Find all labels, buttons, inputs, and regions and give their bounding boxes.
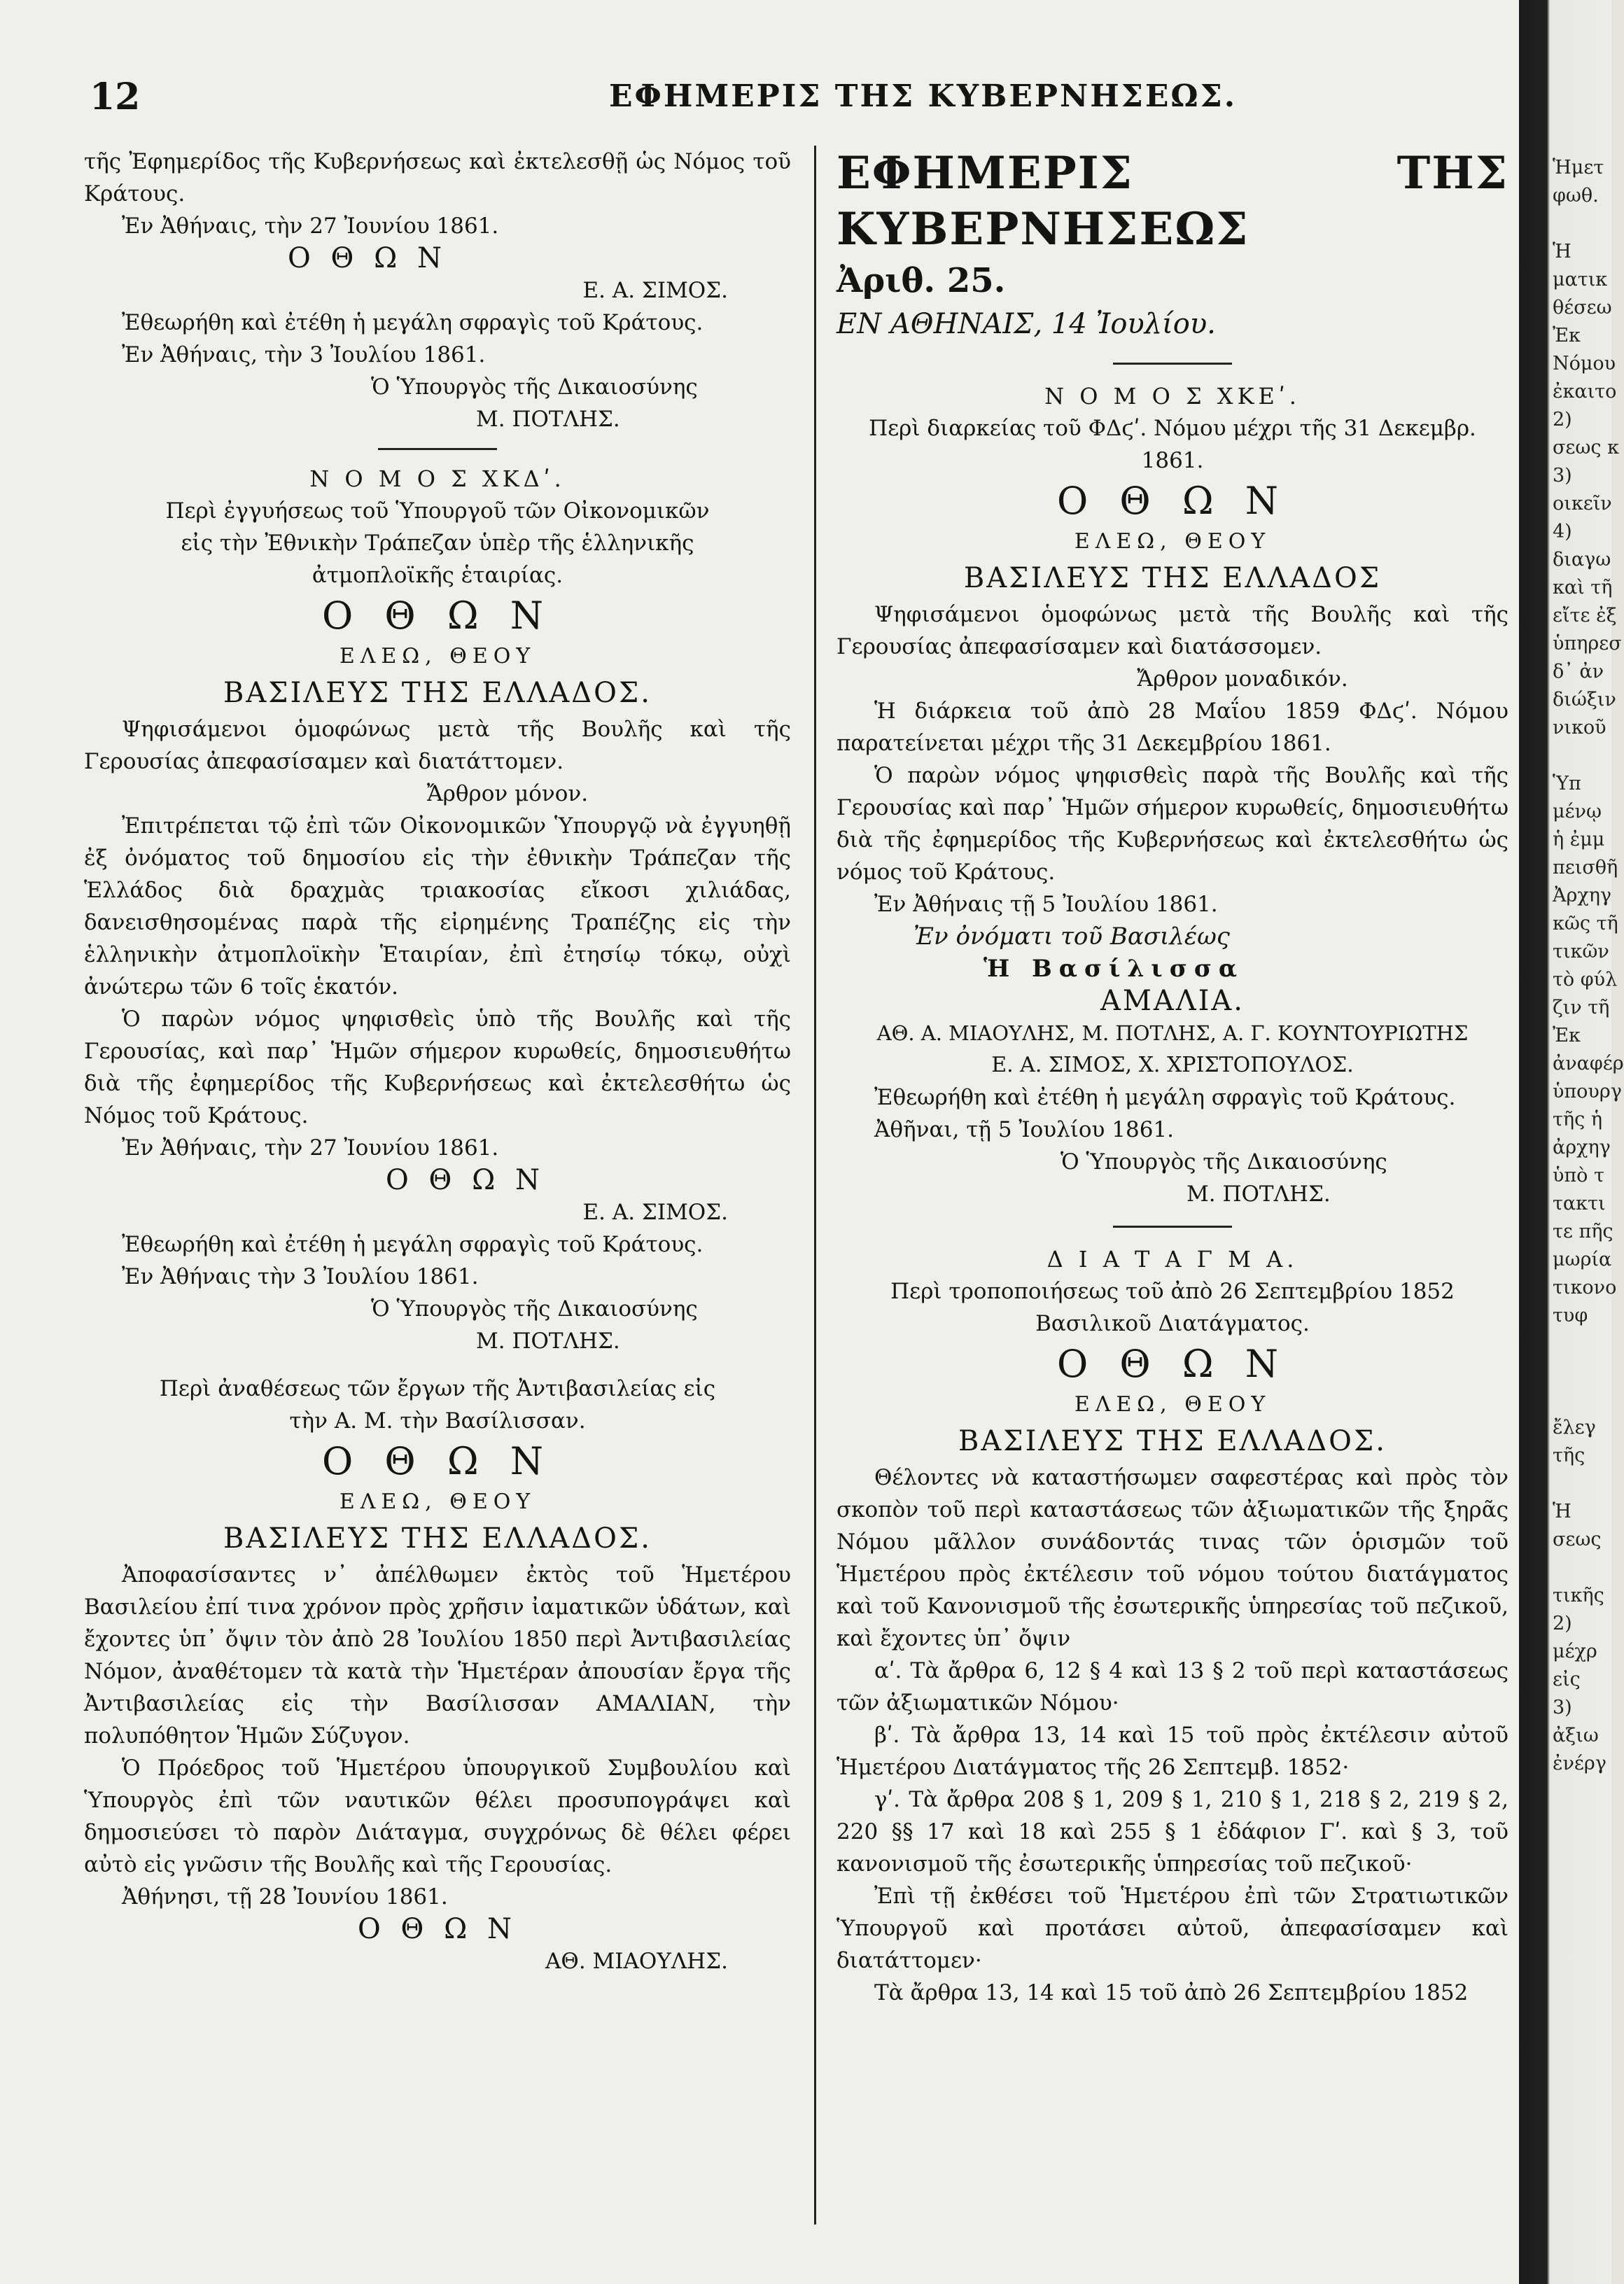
minister-name: Μ. ΠΟΤΛΗΣ.: [1186, 1182, 1331, 1207]
section-rule: [1113, 363, 1232, 365]
date-line: Ἐν Ἀθήναις, τὴν 27 Ἰουνίου 1861.: [122, 1135, 499, 1161]
edge-text-line: Ἀρχηγ: [1553, 885, 1612, 906]
edge-text-line: ὑπουργ: [1553, 1081, 1622, 1102]
edge-text-line: [1553, 1470, 1611, 1498]
king-name: Ο Θ Ω Ν: [1056, 1342, 1289, 1386]
king-name: Ο Θ Ω Ν: [321, 1439, 554, 1483]
date-line: Ἐν Ἀθήναις τὴν 3 Ἰουλίου 1861.: [122, 1264, 479, 1289]
king-signature: Ο Θ Ω Ν: [288, 242, 447, 274]
edge-text-line: [1553, 1330, 1611, 1358]
edge-text-line: φωθ.: [1553, 185, 1599, 206]
edge-text-line: τῆς ἡ: [1553, 1109, 1602, 1130]
edge-text-line: κῶς τῆ: [1553, 913, 1618, 934]
edge-text-line: τῆς: [1553, 1445, 1586, 1466]
minister-title: Ὁ Ὑπουργὸς τῆς Δικαιοσύνης: [371, 374, 698, 400]
edge-text-line: ματικ: [1553, 269, 1608, 290]
seal-line: Ἐθεωρήθη καὶ ἐτέθη ἡ μεγάλη σφραγὶς τοῦ Κράτους.: [874, 1085, 1456, 1110]
edge-text-line: δ᾽ ἀν: [1553, 661, 1604, 682]
paragraph: Ἐπὶ τῇ ἐκθέσει τοῦ Ἡμετέρου ἐπὶ τῶν Στρατιωτικῶν Ὑπουργοῦ καὶ προτάσει αὐτοῦ, ἀπεφασίσαμεν καὶ διατάττομεν·: [836, 1884, 1508, 1973]
edge-text-line: τυφ: [1553, 1305, 1588, 1326]
edge-text-line: διώξιν: [1553, 689, 1616, 710]
by-grace-of-god: ΕΛΕΩ, ΘΕΟΥ: [339, 644, 536, 668]
edge-text-line: ἡ ἐμμ: [1553, 829, 1605, 850]
paragraph: Ὁ Πρόεδρος τοῦ Ἡμετέρου ὑπουργικοῦ Συμβουλίου καὶ Ὑπουργὸς ἐπὶ τῶν ναυτικῶν θέλει προσυπογράψει καὶ δημοσιεύσει τὸ παρὸν Διάταγμα, συγχρόνως δὲ θέλει φέρει αὐτὸ εἰς γνῶσιν τῆς Βουλῆς καὶ τῆς Γερουσίας.: [84, 1756, 791, 1877]
by-grace-of-god: ΕΛΕΩ, ΘΕΟΥ: [339, 1490, 536, 1514]
list-item: βʹ. Τὰ ἄρθρα 13, 14 καὶ 15 τοῦ πρὸς ἐκτέλεσιν αὐτοῦ Ἡμετέρου Διατάγματος τῆς 26 Σεπτεμβ. 1852·: [836, 1723, 1508, 1780]
law-title: Ν Ο Μ Ο Σ ΧΚΔʹ.: [309, 465, 566, 492]
queen-title: Ἡ Βασίλισσα: [983, 955, 1245, 983]
edge-text-line: ἐκαιτο: [1553, 381, 1617, 402]
minister-name: Μ. ΠΟΤΛΗΣ.: [476, 1329, 620, 1354]
minister-title: Ὁ Ὑπουργὸς τῆς Δικαιοσύνης: [371, 1296, 698, 1322]
section-rule: [1113, 1226, 1232, 1228]
date-line: Ἐν Ἀθήναις, τὴν 3 Ἰουλίου 1861.: [122, 342, 486, 367]
edge-text-line: ζιν τῆ: [1553, 997, 1610, 1018]
edge-text-line: [1553, 210, 1611, 238]
edge-text-line: ἔλεγ: [1553, 1417, 1596, 1438]
edge-text-line: τακτι: [1553, 1193, 1606, 1214]
countersignature: ΑΘ. ΜΙΑΟΥΛΗΣ.: [545, 1949, 728, 1974]
king-name: Ο Θ Ω Ν: [1056, 479, 1289, 523]
edge-text-line: τε πῆς: [1553, 1221, 1614, 1242]
article-heading: Ἄρθρον μόνον.: [426, 781, 589, 806]
edge-text-line: 3): [1553, 465, 1572, 486]
paragraph: τῆς Ἐφημερίδος τῆς Κυβερνήσεως καὶ ἐκτελεσθῇ ὡς Νόμος τοῦ Κράτους.: [84, 149, 791, 206]
running-title: ΕΦΗΜΕΡΙΣ ΤΗΣ ΚΥΒΕΡΝΗΣΕΩΣ.: [609, 78, 1238, 114]
edge-text-line: μέχρ: [1553, 1641, 1597, 1662]
date-line: Ἀθήνησι, τῇ 28 Ἰουνίου 1861.: [122, 1884, 448, 1910]
countersignature: Ε. Α. ΣΙΜΟΣ.: [582, 278, 728, 303]
edge-text-line: [1553, 742, 1611, 770]
paragraph: Ψηφισάμενοι ὁμοφώνως μετὰ τῆς Βουλῆς καὶ τῆς Γερουσίας ἀπεφασίσαμεν καὶ διατάσσομεν.: [836, 602, 1508, 659]
date-line: Ἐν Ἀθήναις, τὴν 27 Ἰουνίου 1861.: [122, 213, 499, 239]
paragraph: Ὁ παρὼν νόμος ψηφισθεὶς παρὰ τῆς Βουλῆς καὶ τῆς Γερουσίας καὶ παρ᾽ Ἡμῶν σήμερον κυρωθείς, δημοσιευθήτω διὰ τῆς ἐφημερίδος τῆς Κυβερνήσεως καὶ ἐκτελεσθήτω ὡς νόμος τοῦ Κράτους.: [836, 763, 1508, 885]
paragraph: Ἀποφασίσαντες ν᾽ ἀπέλθωμεν ἐκτὸς τοῦ Ἡμετέρου Βασιλείου ἐπί τινα χρόνον πρὸς χρῆσιν ἰαματικῶν ὑδάτων, καὶ ἔχοντες ὑπ᾽ ὄψιν τὸν ἀπὸ 28 Ἰουλίου 1850 περὶ Ἀντιβασιλείας Νόμον, ἀναθέτομεν τὰ κατὰ τὴν Ἡμετέραν ἀπουσίαν ἔργα τῆς Ἀντιβασιλείας εἰς τὴν Βασίλισσαν ΑΜΑΛΙΑΝ, τὴν πολυπόθητον Ἡμῶν Σύζυγον.: [84, 1562, 791, 1749]
seal-line: Ἐθεωρήθη καὶ ἐτέθη ἡ μεγάλη σφραγὶς τοῦ Κράτους.: [122, 310, 704, 335]
by-grace-of-god: ΕΛΕΩ, ΘΕΟΥ: [1074, 1392, 1271, 1417]
edge-text-line: σεως: [1553, 1529, 1602, 1550]
edge-text-line: καὶ τῆ: [1553, 577, 1613, 598]
paragraph: Ψηφισάμενοι ὁμοφώνως μετὰ τῆς Βουλῆς καὶ τῆς Γερουσίας ἀπεφασίσαμεν καὶ διατάττομεν.: [84, 717, 791, 774]
edge-text-line: Ἡ: [1553, 241, 1572, 262]
article-heading: Ἄρθρον μοναδικόν.: [1137, 666, 1348, 692]
masthead: ΕΦΗΜΕΡΙΣ ΤΗΣ ΚΥΒΕΡΝΗΣΕΩΣ: [836, 147, 1508, 255]
king-name: Ο Θ Ω Ν: [321, 594, 554, 638]
list-item: γʹ. Τὰ ἄρθρα 208 § 1, 209 § 1, 210 § 1, 218 § 2, 219 § 2, 220 §§ 17 καὶ 18 καὶ 255 § 1 ἐδάφιον Γʹ. καὶ § 3, τοῦ κανονισμοῦ τῆς ἐσωτερικῆς ὑπηρεσίας τοῦ πεζικοῦ·: [836, 1787, 1508, 1877]
queen-name: ΑΜΑΛΙΑ.: [1100, 985, 1245, 1017]
edge-text-line: νικοῦ: [1553, 717, 1606, 738]
edge-text-line: τικῆς: [1553, 1585, 1604, 1606]
paragraph: Τὰ ἄρθρα 13, 14 καὶ 15 τοῦ ἀπὸ 26 Σεπτεμβρίου 1852: [874, 1980, 1469, 2005]
king-title: ΒΑΣΙΛΕΥΣ ΤΗΣ ΕΛΛΑΔΟΣ.: [223, 1522, 652, 1555]
by-grace-of-god: ΕΛΕΩ, ΘΕΟΥ: [1074, 529, 1271, 554]
place-date: ΕΝ ΑΘΗΝΑΙΣ, 14 Ἰουλίου.: [836, 308, 1216, 340]
edge-text-line: τὸ φύλ: [1553, 969, 1618, 990]
paragraph: Θέλοντες νὰ καταστήσωμεν σαφεστέρας καὶ πρὸς τὸν σκοπὸν τοῦ περὶ καταστάσεως τῶν ἀξιωματικῶν τῆς ξηρᾶς Νόμου μᾶλλον συνάδοντάς τινας τῶν ὁρισμῶν τοῦ Ἡμετέρου πρὸς ἐκτέλεσιν τοῦ νόμου τούτου διατάγματος καὶ τοῦ Κανονισμοῦ τῆς ἐσωτερικῆς ὑπηρεσίας τοῦ πεζικοῦ, καὶ ἔχοντες ὑπ᾽ ὄψιν: [836, 1465, 1508, 1651]
decree-title: Δ Ι Α Τ Α Γ Μ Α.: [1046, 1246, 1298, 1273]
countersignature: Ε. Α. ΣΙΜΟΣ.: [582, 1200, 728, 1225]
edge-text-line: τικονο: [1553, 1277, 1617, 1298]
king-title: ΒΑΣΙΛΕΥΣ ΤΗΣ ΕΛΛΑΔΟΣ: [963, 562, 1382, 594]
edge-text-line: [1553, 1358, 1611, 1386]
seal-line: Ἐθεωρήθη καὶ ἐτέθη ἡ μεγάλη σφραγὶς τοῦ Κράτους.: [122, 1232, 704, 1257]
edge-text-line: 2): [1553, 1613, 1572, 1634]
edge-text-line: [1553, 1386, 1611, 1414]
edge-text-line: μένῳ: [1553, 801, 1602, 822]
right-column: [836, 146, 1508, 2009]
edge-text-line: Νόμου: [1553, 353, 1616, 374]
issue-number: Ἀριθ. 25.: [836, 261, 1006, 300]
edge-text-line: ἀξιω: [1553, 1725, 1599, 1746]
edge-text-line: σεως κ: [1553, 437, 1620, 458]
edge-text-line: ἀναφέρ: [1553, 1053, 1624, 1074]
date-line: Ἀθῆναι, τῇ 5 Ἰουλίου 1861.: [874, 1117, 1174, 1142]
law-title: Ν Ο Μ Ο Σ ΧΚΕʹ.: [1044, 383, 1301, 409]
edge-text-line: ἐνέργ: [1553, 1753, 1606, 1774]
edge-text-line: Ἐκ: [1553, 1025, 1581, 1046]
edge-text-line: εἰς: [1553, 1669, 1581, 1690]
edge-text-line: θέσεω: [1553, 297, 1612, 318]
minister-name: Μ. ΠΟΤΛΗΣ.: [476, 407, 620, 432]
edge-text-line: εἴτε ἐξ: [1553, 605, 1617, 626]
edge-text-line: Ἡ: [1553, 1501, 1572, 1522]
date-line: Ἐν Ἀθήναις τῇ 5 Ἰουλίου 1861.: [874, 892, 1218, 917]
adjacent-page-fragment: [1553, 154, 1624, 1778]
paragraph: Ἐπιτρέπεται τῷ ἐπὶ τῶν Οἰκονομικῶν Ὑπουργῷ νὰ ἐγγυηθῇ ἐξ ὀνόματος τοῦ δημοσίου εἰς τὴν ἐθνικὴν Τράπεζαν τῆς Ἑλλάδος διὰ δραχμὰς τριακοσίας εἴκοσι χιλιάδας, δανεισθησομένας παρὰ τῆς εἰρημένης Τραπέζης εἰς τὴν ἑλληνικὴν ἀτμοπλοϊκὴν Ἑταιρίαν, ἐπὶ ἐτησίῳ τόκῳ, οὐχὶ ἀνώτερω τῶν 6 τοῖς ἑκατόν.: [84, 813, 791, 1000]
list-item: αʹ. Τὰ ἄρθρα 6, 12 § 4 καὶ 13 § 2 τοῦ περὶ καταστάσεως τῶν ἀξιωματικῶν Νόμου·: [836, 1658, 1508, 1716]
section-rule: [378, 448, 497, 450]
law-subject: Περὶ διαρκείας τοῦ ΦΔϛʹ. Νόμου μέχρι τῆς 31 Δεκεμβρ. 1861.: [869, 416, 1476, 473]
ministers-signatures: Ε. Α. ΣΙΜΟΣ, Χ. ΧΡΙΣΤΟΠΟΥΛΟΣ.: [991, 1053, 1354, 1077]
column-divider: [814, 146, 816, 2225]
in-the-name-of-king: Ἐν ὀνόματι τοῦ Βασιλέως: [913, 923, 1230, 951]
edge-text-line: διαγω: [1553, 549, 1611, 570]
edge-text-line: Ὑπ: [1553, 773, 1581, 794]
minister-title: Ὁ Ὑπουργὸς τῆς Δικαιοσύνης: [1060, 1149, 1387, 1175]
edge-text-line: πεισθῆ: [1553, 857, 1618, 878]
edge-text-line: Ἐκ: [1553, 325, 1581, 346]
edge-text-line: 3): [1553, 1697, 1572, 1718]
law-subject: Περὶ ἐγγυήσεως τοῦ Ὑπουργοῦ τῶν Οἰκονομικῶν εἰς τὴν Ἐθνικὴν Τράπεζαν ὑπὲρ τῆς ἑλληνικῆς ἀτμοπλοϊκῆς ἑταιρίας.: [165, 498, 710, 588]
page-header: [0, 76, 1519, 132]
left-column: [84, 146, 791, 1977]
edge-text-line: Ἡμετ: [1553, 157, 1604, 178]
page-number: 12: [90, 76, 141, 118]
edge-text-line: ἀρχηγ: [1553, 1137, 1611, 1158]
edge-text-line: [1553, 1554, 1611, 1582]
edge-text-line: μωρία: [1553, 1249, 1612, 1270]
king-title: ΒΑΣΙΛΕΥΣ ΤΗΣ ΕΛΛΑΔΟΣ.: [958, 1425, 1387, 1457]
edge-text-line: οικεῖν: [1553, 493, 1612, 514]
king-signature: Ο Θ Ω Ν: [386, 1164, 545, 1196]
edge-text-line: 4): [1553, 521, 1572, 542]
edge-text-line: τικῶν: [1553, 941, 1609, 962]
king-title: ΒΑΣΙΛΕΥΣ ΤΗΣ ΕΛΛΑΔΟΣ.: [223, 677, 652, 709]
paragraph: Ὁ παρὼν νόμος ψηφισθεὶς ὑπὸ τῆς Βουλῆς καὶ τῆς Γερουσίας, καὶ παρ᾽ Ἡμῶν σήμερον κυρωθείς, δημοσιευθήτω διὰ τῆς ἐφημερίδος τῆς Κυβερνήσεως καὶ ἐκτελεσθήτω ὡς Νόμος τοῦ Κράτους.: [84, 1007, 791, 1128]
edge-text-line: ὑπὸ τ: [1553, 1165, 1604, 1186]
edge-text-line: ὑπηρεσ: [1553, 633, 1622, 654]
ministers-signatures: ΑΘ. Α. ΜΙΑΟΥΛΗΣ, Μ. ΠΟΤΛΗΣ, Α. Γ. ΚΟΥΝΤΟΥΡΙΩΤΗΣ: [876, 1021, 1469, 1045]
edge-text-line: 2): [1553, 409, 1572, 430]
decree-subject: Περὶ ἀναθέσεως τῶν ἔργων τῆς Ἀντιβασιλείας εἰς τὴν Α. Μ. τὴν Βασίλισσαν.: [159, 1376, 716, 1434]
paragraph: Ἡ διάρκεια τοῦ ἀπὸ 28 Μαΐου 1859 ΦΔϛʹ. Νόμου παρατείνεται μέχρι τῆς 31 Δεκεμβρίου 1861.: [836, 699, 1508, 756]
king-signature: Ο Θ Ω Ν: [358, 1913, 517, 1945]
decree-subject: Περὶ τροποποιήσεως τοῦ ἀπὸ 26 Σεπτεμβρίου 1852 Βασιλικοῦ Διατάγματος.: [890, 1279, 1455, 1336]
